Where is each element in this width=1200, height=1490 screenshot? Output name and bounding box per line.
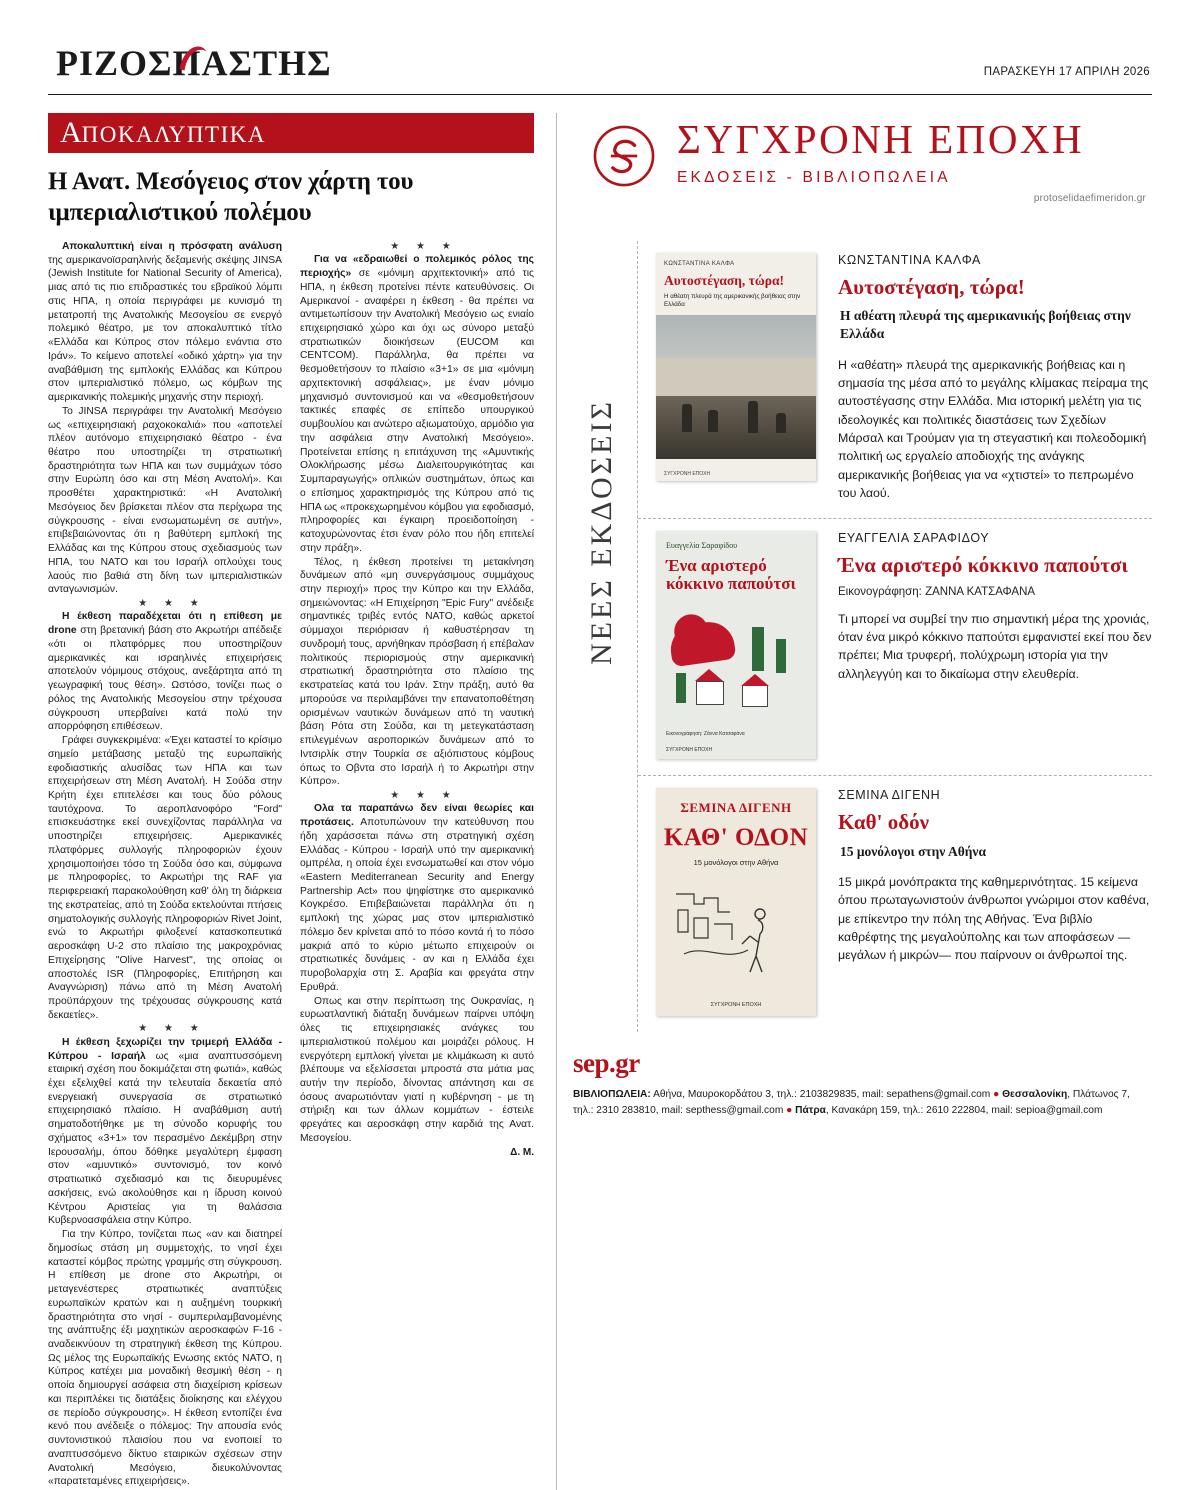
cover-author: ΚΩΝΣΤΑΝΤΙΝΑ ΚΑΛΦΑ	[664, 261, 735, 267]
section-banner-text: ΠΟΚΑΛΥΠΤΙΚΑ	[81, 121, 266, 147]
article-p5-rest: ως «μια αναπτυσσόμενη εταιρική σχέση που δοκιμάζεται στη φωτιά», καθώς έχει εξελιχθεί κατά την τελευταία δεκαετία από ενεργειακή συνεργασία σε στρατιωτικό επιχειρησιακό πλαίσιο. Η αναβάθμιση αυτή σηματοδοτήθηκε με τη σύνοδο κορυφής του σχήματος «3+1» τον περασμένο Δεκέμβρη στην Ιερουσαλήμ, όπου δόθηκε μεγαλύτερη έμφαση στον «αμυντικό» συντονισμό, τον κοινό στρατιωτικό σχεδιασμό και τις διευρυμένες ασκήσεις, ενώ ακολούθησε και η ίδρυση κοινού Κέντρου Αριστείας για τη θαλάσσια Κυβερνοασφάλεια στην Κύπρο.	[48, 1050, 282, 1227]
book-cover[interactable]	[656, 253, 816, 481]
new-releases-label	[575, 265, 635, 685]
book-author: ΕΥΑΓΓΕΛΙΑ ΣΑΡΑΦΙΔΟΥ	[838, 531, 990, 546]
book-author: ΣΕΜΙΝΑ ΔΙΓΕΝΗ	[838, 788, 941, 803]
book-illustrator	[838, 586, 1152, 598]
column-divider	[556, 113, 557, 1490]
section-banner-initial: Α	[60, 116, 82, 149]
book-list	[637, 241, 1152, 1032]
bookstore-athens: Αθήνα, Μαυροκορδάτου 3, τηλ.: 2103829835, mail: sepathens@gmail.com	[653, 1089, 991, 1101]
book-item[interactable]	[638, 776, 1152, 1032]
bookstores-line	[573, 1087, 1152, 1118]
masthead	[48, 40, 1152, 95]
publisher-subtitle: ΕΚΔΟΣΕΙΣ - ΒΙΒΛΙΟΠΩΛΕΙΑ	[677, 169, 951, 186]
book-item[interactable]	[638, 241, 1152, 519]
book-title: Ένα αριστερό κόκκινο παπούτσι	[838, 553, 1128, 578]
article-paragraph	[300, 253, 534, 555]
book-title: Καθ' οδόν	[838, 810, 929, 835]
article-body	[48, 240, 534, 1490]
article-lead-bold: Αποκαλυπτική είναι η πρόσφατη ανάλυση	[62, 241, 282, 252]
illustrator-label: Εικονογράφηση:	[838, 585, 922, 598]
newspaper-logo: ΡΙΖΟΣΠΑΣΤΗΣ	[56, 43, 332, 83]
article-paragraph: Τέλος, η έκθεση προτείνει τη μετακίνηση δυνάμεων από «μη συνεργάσιμους συμμάχους στην περιοχή» προς την Κύπρο και την Ελλάδα, σημειώνοντας: «Η Επιχείρηση "Epic Fury" ανέδειξε σημαντικές τριβές εντός ΝΑΤΟ, καθώς αρκετοί σύμμαχοι περιόρισαν ή καθυστέρησαν τη συνδρομή τους, αρνήθηκαν πρόσβαση ή επέβαλαν πολιτικούς περιορισμούς στην αμερικανική στρατιωτική δραστηριότητα στο πλαίσιο της εκστρατείας κατά του Ιράν. Στην πράξη, αυτό θα μπορούσε να περιλαμβάνει την επανατοποθέτηση ορισμένων ναυτικών δυνάμεων από τη ναυτική βάση Ρότα στη Σούδα, και τη μετεγκατάσταση επιλεγμένων αεροπορικών δυνάμεων από το Ιντσιρλίκ στην Τουρκία σε αξιόπιστους κόμβους όπως το Οβντα στο Ισραήλ ή το Ακρωτήρι στην Κύπρο».	[300, 556, 534, 788]
bookstore-thessaloniki: , Πλάτωνος 7, τηλ.: 2310 283810, mail: septhess@gmail.com	[573, 1089, 1130, 1116]
bullet-separator: ●	[993, 1089, 1000, 1101]
illustrator-name: ΖΑΝΝΑ ΚΑΤΣΑΦΑΝΑ	[925, 585, 1036, 598]
cover-publisher-mark: ΣΥΓΧΡΟΝΗ ΕΠΟΧΗ	[664, 471, 711, 477]
new-releases-text: ΝΕΕΣ ΕΚΔΟΣΕΙΣ	[585, 399, 618, 665]
publisher-header	[573, 113, 1152, 225]
bookstores-label: ΒΙΒΛΙΟΠΩΛΕΙΑ:	[573, 1089, 651, 1101]
cover-publisher-mark: ΣΥΓΧΡΟΝΗ ΕΠΟΧΗ	[710, 1002, 762, 1009]
book-subtitle: Η αθέατη πλευρά της αμερικανικής βοήθειας στην Ελλάδα	[840, 308, 1131, 342]
book-info	[838, 253, 1152, 502]
article-paragraph	[300, 802, 534, 994]
article-paragraph: Οπως και στην περίπτωση της Ουκρανίας, η ευρωατλαντική διάταξη δυνάμεων παίρνει υπόψη όλες τις επιχειρησιακές ανάγκες του ιμπεριαλιστικού πολέμου και μοιράζει ρόλους. Η ενεργότερη εμπλοκή γίνεται με κλιμάκωση κι αυτό βλέπουμε να εξελίσσεται μπροστά στα μάτια μας αυτήν την περίοδο, δίνοντας απάντηση και σε όσους αναρωτιόνταν γιατί η κυβέρνηση - με τη στήριξη και των άλλων κομμάτων - έστειλε φρεγάτες και αεροσκάφη στην καρδιά της Ανατ. Μεσογείου.	[300, 995, 534, 1144]
article-paragraph: Γράφει συγκεκριμένα: «Έχει καταστεί το κρίσιμο σημείο μετάβασης μεταξύ της ευρωπαϊκής εφοδιαστικής αλυσίδας των ΗΠΑ και των επιχειρήσεων στη Μέση Ανατολή. Η Σούδα στην Κρήτη έχει επιτελέσει και τους δύο ρόλους ταυτόχρονα. Το αεροπλανοφόρο "Ford" επισκευάστηκε εκεί συνεχίζοντας παράλληλα να υποστηρίζει επιχειρήσεις. Αμερικανικές πλατφόρμες συλλογής πληροφοριών έχουν χρησιμοποιήσει τόσο τη Σούδα όσο και, σύμφωνα με πληροφορίες, το Ακρωτήρι της RAF για περιφερειακή παρακολούθηση καθ' όλη τη διάρκεια της εκστρατείας, από τη Σούδα εκτελούνται πτήσεις σηματολογικής συλλογής πληροφοριών Rivet Joint, ενώ το Ακρωτήρι φιλοξενεί κατασκοπευτικά αεροσκάφη U-2 στο πλαίσιο της μακροχρόνιας Επιχείρησης "Olive Harvest", της οποίας οι αποστολές ISR (Πληροφορίες, Επιτήρηση και Αναγνώριση) πάνω από τη Μέση Ανατολή προϋπάρχουν της τρέχουσας σύγκρουσης κατά δεκαετίες».	[48, 735, 282, 1021]
paragraph-separator: ★ ★ ★	[390, 241, 458, 252]
cover-shoe-illustration	[668, 619, 737, 668]
cover-title: ΚΑΘ' ΟΔΟΝ	[663, 824, 809, 852]
paragraph-separator: ★ ★ ★	[138, 598, 206, 610]
book-info	[838, 531, 1152, 759]
article-p9-rest: Αποτυπώνουν την κατεύθυνση που ήδη χαράσσεται πάνω στη στρατηγική σχέση Ελλάδας - Κύπρου - Ισραήλ υπό την αμερικανική ομπρέλα, η οποία έχει ενσωματωθεί και στον νόμο «Eastern Mediterranean Security and Energy Partnership Act» που ψηφίστηκε στο αμερικανικό Κογκρέσο. Επιβεβαιώνεται παράλληλα ότι η εμπλοκή της χώρας μας στον ιμπεριαλιστικό πόλεμο δεν κρίνεται από το πόσο κοντά ή το πόσο μακριά από το κύριο μέτωπο επιχειρούν οι στρατιωτικές δυνάμεις - αν και η Ελλάδα έχει πυροβολαρχία στη Σ. Αραβία και φρεγάτα στην Ερυθρά.	[300, 817, 534, 993]
cover-author: ΣΕΜΙΝΑ ΔΙΓΕΝΗ	[680, 800, 792, 816]
publisher-advertisement	[573, 113, 1152, 1490]
publisher-website[interactable]: sep.gr	[573, 1048, 640, 1079]
article-paragraph	[48, 1036, 282, 1228]
article-paragraph: Το JINSA περιγράφει την Ανατολική Μεσόγειο ως «επιχειρησιακή ραχοκοκαλιά» που «αποτελεί πλέον αυτόνομο επιχειρησιακό θέατρο - ένα θέατρο που υποστηρίζει τη στρατιωτική δραστηριότητα των ΗΠΑ και των συμμάχων τόσο στην Ευρώπη όσο και στη Μέση Ανατολή». Και προσθέτει χαρακτηριστικά: «Η Ανατολική Μεσόγειος δεν βρίσκεται πλέον στα περίχωρα της σύγκρουσης - είναι ενσωματωμένη σε αυτήν», επιβεβαιώνοντας ότι η βαθύτερη εμπλοκή της Ελλάδας και της Κύπρου στους σχεδιασμούς των ΗΠΑ, του ΝΑΤΟ και του Ισραήλ οπλούχει τους λαούς πιο βαθιά στη δίνη των ιμπεριαλιστικών ανταγωνισμών.	[48, 405, 282, 596]
book-cover[interactable]	[656, 531, 816, 759]
bookstore-patra: , Κανακάρη 159, τηλ.: 2610 222804, mail: sepioa@gmail.com	[825, 1104, 1103, 1116]
article-p7-rest: σε «μόνιμη αρχιτεκτονική» από τις ΗΠΑ, η έκθεση προτείνει πέντε κατευθύνσεις. Οι Αμερικανοί - αναφέρει η έκθεση - θα πρέπει να αντιμετωπίσουν την Ανατολική Μεσόγειο ως ενιαίο επιχειρησιακό χώρο και όχι ως σύνορο μεταξύ στρατιωτικών διοικήσεων (EUCOM και CENTCOM). Παράλληλα, θα πρέπει να θεσμοθετήσουν το πλαίσιο «3+1» σε μια «μόνιμη αρχιτεκτονική ασφάλειας», με έναν μόνιμο μηχανισμό συντονισμού και να «θεσμοθετήσουν τακτικές επαφές σε επίπεδο υπουργικού συμβουλίου και ανώτερο αξιωματούχο, αρμόδιο για την ασφάλεια στην Ανατολική Μεσόγειο». Προτείνεται επίσης η επιτάχυνση της «Αμυντικής Ολοκλήρωσης μέσω Διαλειτουργικότητας και Συμπαραγωγής» οπλικών συστημάτων, όπως και ο επίσημος χαρακτηρισμός της Κύπρου από τις ΗΠΑ ως «προκεχωρημένου κόμβου για εφοδιασμό, πληροφορίες και έγκαιρη προειδοποίηση - κατοχυρώνοντας έτσι έναν ρόλο που ήδη επιτελεί στην πράξη».	[300, 268, 534, 554]
cover-subtitle: 15 μονόλογοι στην Αθήνα	[693, 858, 779, 868]
book-description: Η «αθέατη» πλευρά της αμερικανικής βοήθειας και η σημασία της μέσα από το μεγάλης κλίμακας πείραμα της αυτοστέγασης στην Ελλάδα. Μια ιστορική μελέτη για τις ιδεολογικές και πολιτικές διαστάσεις των Σχεδίων Μάρσαλ και Τρούμαν για τη στεγαστική και πολεοδομική πολιτική ως εργαλείο αποδιοχής της ανάγκης αμερικανικής βοήθειας για να «χτιστεί» το πεπρωμένο του λαού.	[838, 357, 1149, 501]
article-paragraph	[48, 240, 282, 405]
book-description: Τι μπορεί να συμβεί την πιο σημαντική μέρα της χρονιάς, όταν ένα μικρό κόκκινο παπούτσι εμφανιστεί εκεί που δεν πρέπει; Μια τρυφερή, πολύχρωμη ιστορία για την αλληλεγγύη και το δικαίωμα στην ελευθερία.	[838, 611, 1152, 681]
article-signature: Δ. Μ.	[510, 1146, 534, 1158]
cover-title: Αυτοστέγαση, τώρα!	[664, 273, 785, 288]
logo-swoosh-icon	[176, 40, 210, 74]
book-author: ΚΩΝΣΤΑΝΤΙΝΑ ΚΑΛΦΑ	[838, 253, 981, 267]
article-p9-bold: Ολα τα παραπάνω δεν είναι θεωρίες και προτάσεις.	[300, 803, 534, 829]
section-banner	[48, 113, 534, 153]
article-paragraph: Για την Κύπρο, τονίζεται πως «αν και διατηρεί δημοσίως στάση μη συμμετοχής, το νησί έχει καταστεί κόμβος πρώτης γραμμής στη σύγκρουση. Η επίθεση με drone στο Ακρωτήρι, οι μεταγενέστερες στρατιωτικές αναπτύξεις ευρωπαϊκών κρατών και η αυξημένη τουρκική δραστηριότητα στο νησί - συμπεριλαμβανομένης της ανάπτυξης έξι μαχητικών αεροσκαφών F-16 - αναδεικνύουν τη στρατηγική έκθεση της Κύπρου. Ως μέλος της Ευρωπαϊκής Ενωσης εκτός ΝΑΤΟ, η Κύπρος κατέχει μια μοναδική θεσμική θέση - η οποία δημιουργεί ασάφεια στη διαχείριση κρίσεων και περιπλέκει τις διατάξεις διοίκησης και ελέγχου σε περίοδο σύγκρουσης». Η έκθεση εντοπίζει ένα κενό που ανέδειξε ο πόλεμος: Την απουσία ενός συντονιστικού πλαισίου που να ενοποιεί το αναπτυσσόμενο δίκτυο εταιρικών σχέσεων στην Ανατολική Μεσόγειο, διευκολύνοντας «παρατεταμένες επιχειρήσεις».	[48, 1229, 282, 1488]
issue-date: ΠΑΡΑΣΚΕΥΗ 17 ΑΠΡΙΛΗ 2026	[983, 66, 1150, 78]
publisher-name: ΣΥΓΧΡΟΝΗ ΕΠΟΧΗ	[677, 116, 1085, 162]
book-subtitle: 15 μονόλογοι στην Αθήνα	[840, 843, 986, 859]
cover-subtitle: Η αθέατη πλευρά της αμερικανικής βοήθειας στην Ελλάδα	[664, 293, 801, 309]
watermark-url: protoselidaefimeridon.gr	[1033, 193, 1146, 204]
article-p5-bold: Η έκθεση ξεχωρίζει την τριμερή Ελλάδα - Κύπρου - Ισραήλ	[48, 1036, 282, 1062]
bookstore-thessaloniki-city: Θεσσαλονίκη	[1002, 1089, 1068, 1101]
publisher-logo-icon	[591, 123, 657, 189]
cover-title: Ένα αριστερό κόκκινο παπούτσι	[666, 556, 796, 593]
bullet-separator: ●	[786, 1104, 793, 1116]
article-p7-bold: Για να «εδραιωθεί ο πολεμικός ρόλος της περιοχής»	[300, 254, 534, 280]
paragraph-separator: ★ ★ ★	[138, 1023, 206, 1035]
page-content	[48, 113, 1152, 1490]
article-paragraph	[48, 610, 282, 734]
book-description: 15 μικρά μονόπρακτα της καθημερινότητας. 15 κείμενα όπου πρωταγωνιστούν άνθρωποι γνώριμοι στον καθένα, με επίκεντρο την πόλη της Αθήνας. Ένα βιβλίο καθρέφτης της μεγαλούπολης και των αποφάσεων —μεγάλων ή μικρών— που παίρνουν οι άνθρωποί της.	[838, 874, 1150, 963]
paragraph-separator: ★ ★ ★	[390, 789, 458, 801]
article-p3-bold: Η έκθεση παραδέχεται ότι η επίθεση με drone	[48, 611, 282, 637]
cover-publisher-mark: ΣΥΓΧΡΟΝΗ ΕΠΟΧΗ	[666, 747, 713, 754]
cover-illustration-credit: Εικονογράφηση: Ζάννα Κατσαφάνα	[666, 731, 745, 738]
cover-photo	[656, 315, 816, 459]
article-p3-rest: στη βρετανική βάση στο Ακρωτήρι απέδειξε «ότι οι πλατφόρμες που υποστηρίζουν αμερικανικές και ισραηλινές επιχειρήσεις αποτελούν νόμιμους στόχους, ανεξάρτητα από τη γεωγραφική τους θέση». Ωστόσο, τονίζει πως ο ρόλος της Ανατολικής Μεσογείου στην τρέχουσα σύγκρουση υπερβαίνει κατά πολύ την απορρόφηση επιθέσεων.	[48, 625, 282, 733]
article-column	[48, 113, 556, 1490]
bookstore-patra-city: Πάτρα	[795, 1104, 826, 1116]
publisher-text	[677, 117, 1084, 187]
cover-author: Ευαγγελία Σαραφίδου	[666, 541, 738, 551]
book-info	[838, 788, 1152, 1016]
publisher-footer	[573, 1048, 1152, 1118]
book-cover[interactable]	[656, 788, 816, 1016]
article-headline: Η Ανατ. Μεσόγειος στον χάρτη του ιμπεριαλιστικού πολέμου	[48, 168, 414, 226]
article-lead-rest: της αμερικανοϊσραηλινής δεξαμενής σκέψης JINSA (Jewish Institute for National Security of America), μιας από τις πιο επιδραστικές του εβραϊκού λόμπι στις ΗΠΑ, η οποία περιγράφει με κυνισμό τη μετατροπή της Ανατολικής Μεσογείου σε ενεργό πολεμικό θέατρο, με τον αποκαλυπτικό τίτλο «Ελλάδα και Κύπρος στον πόλεμο ενάντια στο Ιράν». Το κείμενο αποτελεί «οδικό χάρτη» για την αναβάθμιση της εμπλοκής Ελλάδας και Κύπρου στον ιμπεριαλιστικό πόλεμο, ως κόμβων της αμερικανικής πολεμικής μηχανής στην περιοχή.	[48, 254, 282, 404]
book-item[interactable]	[638, 519, 1152, 776]
cover-line-drawing	[674, 884, 784, 980]
book-title: Αυτοστέγαση, τώρα!	[838, 275, 1025, 299]
